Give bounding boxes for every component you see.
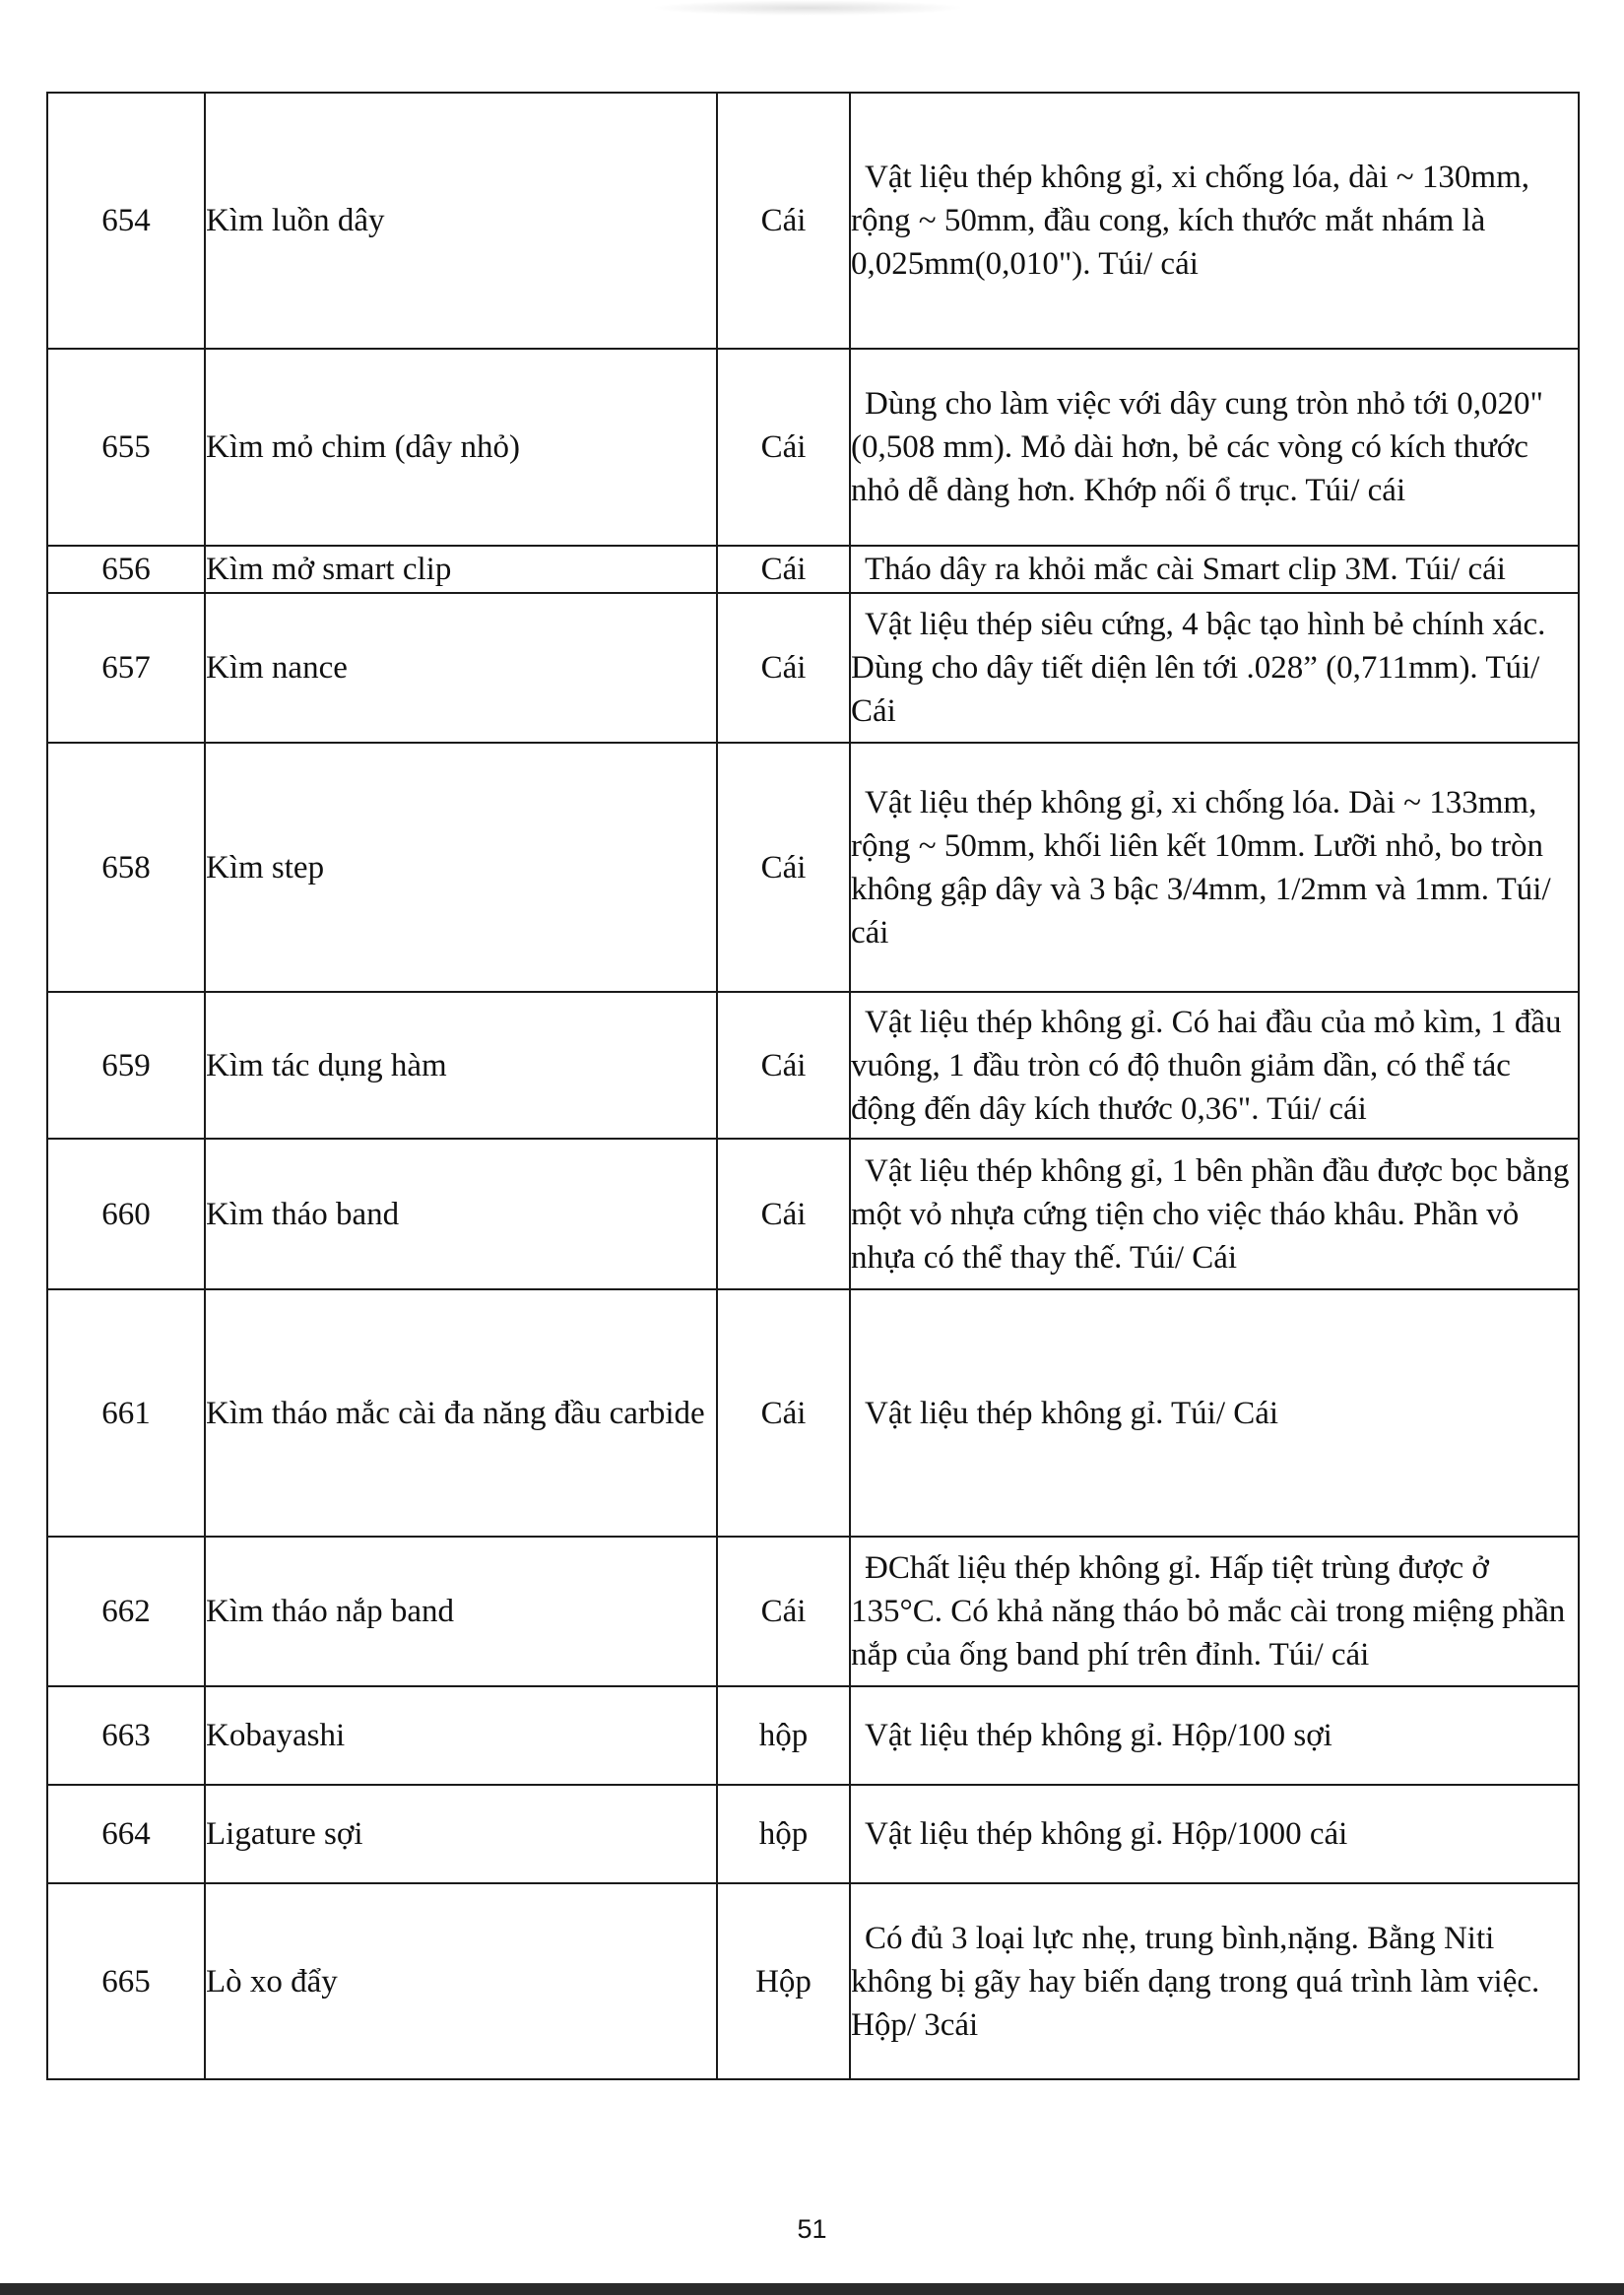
item-number: 659 — [47, 992, 205, 1139]
table-row — [47, 349, 1579, 546]
item-description: Vật liệu thép không gỉ, xi chống lóa, dài ~ 130mm, rộng ~ 50mm, đầu cong, kích thước mắt nhám là 0,025mm(0,010"). Túi/ cái — [850, 93, 1579, 349]
item-name: Kìm mỏ chim (dây nhỏ) — [205, 349, 717, 546]
equipment-table — [46, 92, 1580, 2080]
item-description: Vật liệu thép không gỉ. Có hai đầu của mỏ kìm, 1 đầu vuông, 1 đầu tròn có độ thuôn giảm dần, có thể tác động đến dây kích thước 0,36". Túi/ cái — [850, 992, 1579, 1139]
table-row — [47, 1139, 1579, 1289]
item-number: 665 — [47, 1883, 205, 2079]
item-number: 657 — [47, 593, 205, 743]
table-row — [47, 546, 1579, 593]
item-description: Vật liệu thép không gỉ. Hộp/100 sợi — [850, 1686, 1579, 1785]
item-name: Kìm tháo mắc cài đa năng đầu carbide — [205, 1289, 717, 1537]
item-description: Vật liệu thép không gỉ. Hộp/1000 cái — [850, 1785, 1579, 1883]
table-row — [47, 1785, 1579, 1883]
item-unit: Hộp — [717, 1883, 850, 2079]
item-name: Lò xo đẩy — [205, 1883, 717, 2079]
item-number: 658 — [47, 743, 205, 992]
scan-bottom-edge — [0, 2283, 1624, 2295]
item-unit: Cái — [717, 992, 850, 1139]
item-number: 661 — [47, 1289, 205, 1537]
item-number: 664 — [47, 1785, 205, 1883]
item-description: Có đủ 3 loại lực nhẹ, trung bình,nặng. Bằng Niti không bị gãy hay biến dạng trong quá trình làm việc. Hộp/ 3cái — [850, 1883, 1579, 2079]
item-name: Kìm tác dụng hàm — [205, 992, 717, 1139]
scan-artifact — [650, 0, 965, 16]
item-description: Vật liệu thép không gỉ, 1 bên phần đầu được bọc bằng một vỏ nhựa cứng tiện cho việc tháo khâu. Phần vỏ nhựa có thể thay thế. Túi/ Cái — [850, 1139, 1579, 1289]
item-number: 654 — [47, 93, 205, 349]
item-unit: Cái — [717, 1289, 850, 1537]
item-description: Vật liệu thép không gỉ. Túi/ Cái — [850, 1289, 1579, 1537]
item-unit: Cái — [717, 546, 850, 593]
table-row — [47, 992, 1579, 1139]
table-row — [47, 93, 1579, 349]
item-description: Tháo dây ra khỏi mắc cài Smart clip 3M. Túi/ cái — [850, 546, 1579, 593]
item-name: Kìm luồn dây — [205, 93, 717, 349]
table-row — [47, 1883, 1579, 2079]
item-name: Ligature sợi — [205, 1785, 717, 1883]
item-name: Kìm tháo band — [205, 1139, 717, 1289]
item-unit: Cái — [717, 93, 850, 349]
table-row — [47, 743, 1579, 992]
item-unit: Cái — [717, 349, 850, 546]
item-unit: Cái — [717, 593, 850, 743]
item-description: Dùng cho làm việc với dây cung tròn nhỏ tới 0,020" (0,508 mm). Mỏ dài hơn, bẻ các vòng có kích thước nhỏ dễ dàng hơn. Khớp nối ổ trục. Túi/ cái — [850, 349, 1579, 546]
item-name: Kìm tháo nắp band — [205, 1537, 717, 1686]
table-row — [47, 1289, 1579, 1537]
table-row — [47, 1537, 1579, 1686]
item-unit: hộp — [717, 1785, 850, 1883]
item-unit: Cái — [717, 1537, 850, 1686]
item-description: Vật liệu thép siêu cứng, 4 bậc tạo hình bẻ chính xác. Dùng cho dây tiết diện lên tới .028” (0,711mm). Túi/ Cái — [850, 593, 1579, 743]
item-number: 660 — [47, 1139, 205, 1289]
item-unit: Cái — [717, 743, 850, 992]
item-name: Kobayashi — [205, 1686, 717, 1785]
item-description: ĐChất liệu thép không gỉ. Hấp tiệt trùng được ở 135°C. Có khả năng tháo bỏ mắc cài trong miệng phần nắp của ống band phí trên đỉnh. Túi/ cái — [850, 1537, 1579, 1686]
page-number: 51 — [797, 2214, 827, 2244]
item-number: 656 — [47, 546, 205, 593]
item-name: Kìm mở smart clip — [205, 546, 717, 593]
item-name: Kìm nance — [205, 593, 717, 743]
table-row — [47, 1686, 1579, 1785]
item-name: Kìm step — [205, 743, 717, 992]
item-description: Vật liệu thép không gỉ, xi chống lóa. Dài ~ 133mm, rộng ~ 50mm, khối liên kết 10mm. Lưỡi nhỏ, bo tròn không gập dây và 3 bậc 3/4mm, 1/2mm và 1mm. Túi/ cái — [850, 743, 1579, 992]
item-number: 655 — [47, 349, 205, 546]
table-row — [47, 593, 1579, 743]
item-number: 663 — [47, 1686, 205, 1785]
item-number: 662 — [47, 1537, 205, 1686]
item-unit: Cái — [717, 1139, 850, 1289]
item-unit: hộp — [717, 1686, 850, 1785]
